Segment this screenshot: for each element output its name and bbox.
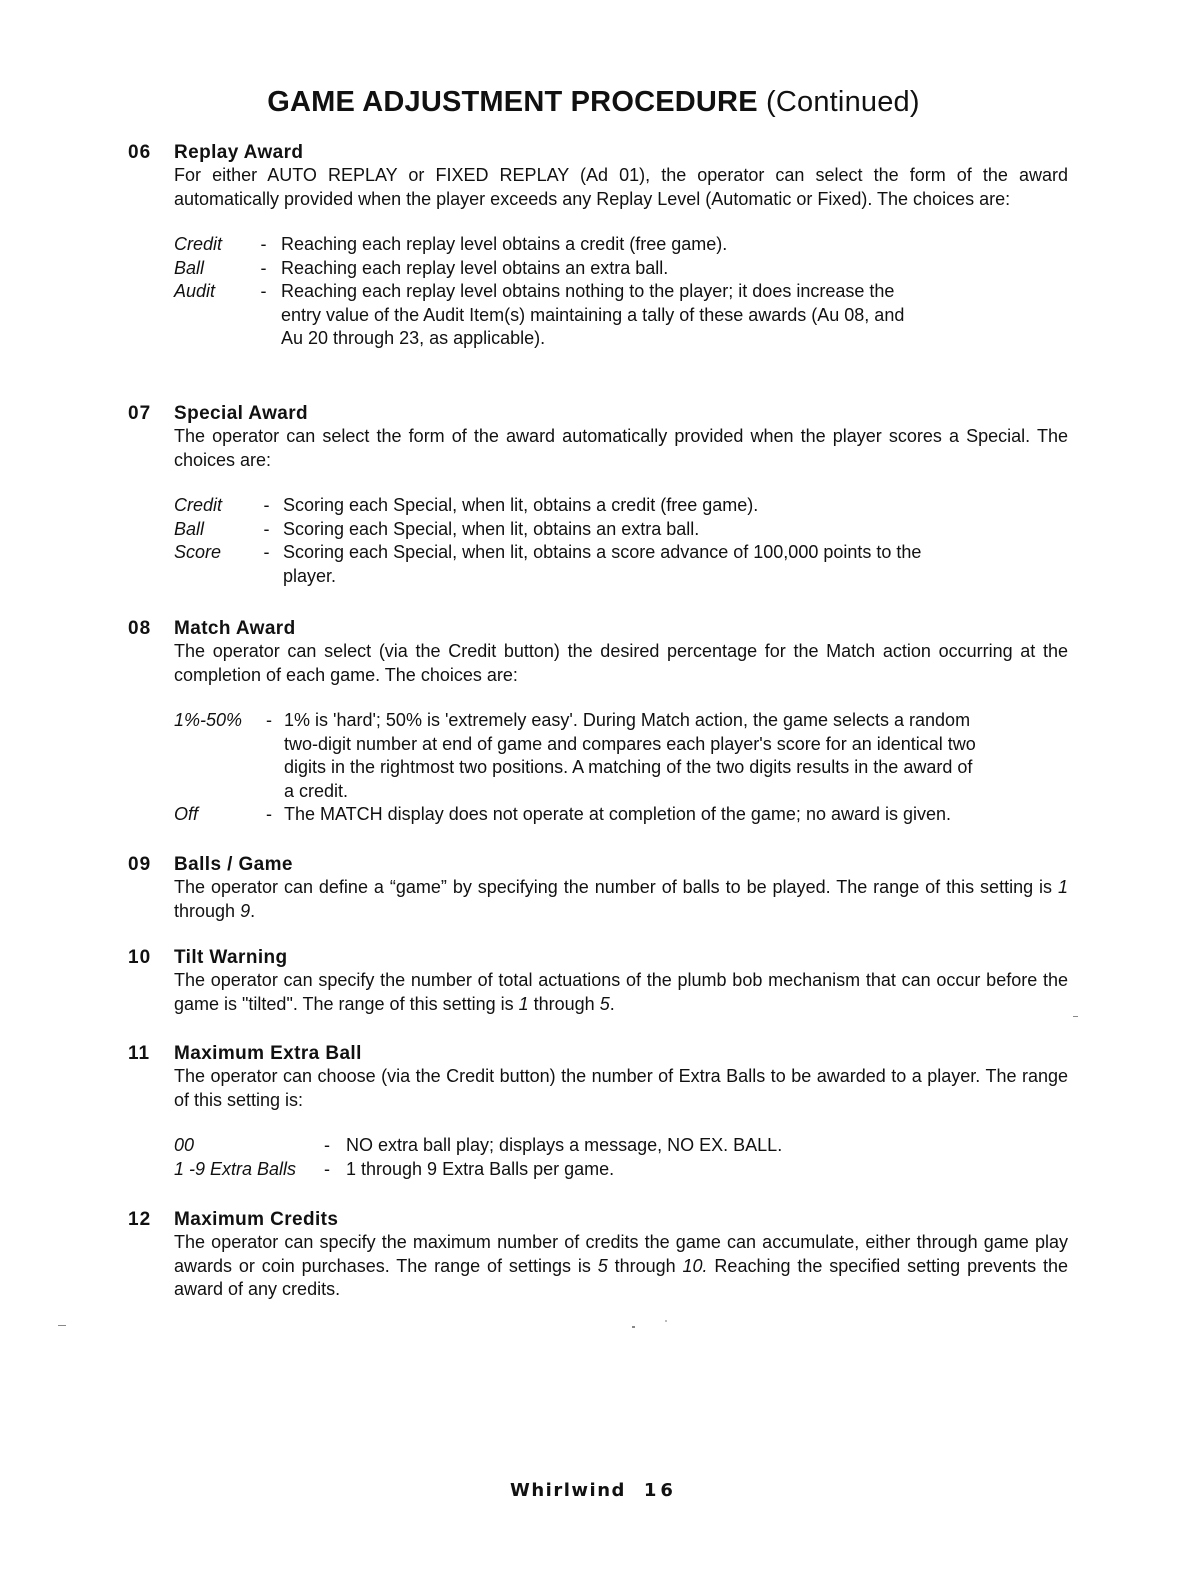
section-heading	[128, 947, 1068, 969]
section-paragraph	[174, 1231, 1068, 1302]
choice-item	[174, 494, 1068, 518]
section-heading	[128, 854, 1068, 876]
setting-min: 5	[597, 1255, 608, 1276]
section-title: Special Award	[174, 403, 309, 424]
section-number: 12	[128, 1209, 152, 1230]
choice-text: Reaching each replay level obtains nothing to the player; it does increase the entry value of the Audit Item(s) maintaining a tally of these awards (Au 08, and Au 20 through 23, as applicable).	[281, 281, 905, 348]
choice-label: Score	[174, 542, 222, 562]
section-heading	[128, 142, 1068, 164]
para-text: Reaching the specified setting prevents the award of any credits.	[174, 1255, 1068, 1299]
section-balls-per-game	[128, 854, 1068, 923]
section-number: 10	[128, 947, 152, 968]
choice-label: Ball	[174, 518, 205, 539]
choice-item	[174, 280, 1068, 351]
choice-item	[174, 709, 1068, 803]
section-tilt-warning	[128, 947, 1068, 1016]
section-paragraph	[174, 876, 1068, 923]
choice-dash: -	[266, 710, 272, 730]
choice-label: 1 -9 Extra Balls	[174, 1158, 297, 1179]
choice-list	[174, 233, 1068, 351]
section-paragraph	[174, 969, 1068, 1016]
para-text: .	[250, 900, 256, 921]
section-paragraph: The operator can select the form of the award automatically provided when the player scores a Special. The choices are:	[174, 426, 1068, 470]
choice-item	[174, 1134, 1068, 1158]
section-match-award	[128, 618, 1068, 827]
choice-text: Reaching each replay level obtains a credit (free game).	[281, 234, 728, 254]
choice-dash: -	[266, 804, 272, 824]
section-number: 06	[128, 142, 152, 163]
choice-item	[174, 257, 1068, 281]
choice-dash: -	[260, 257, 267, 278]
choice-text: Scoring each Special, when lit, obtains a score advance of 100,000 points to the player.	[283, 542, 922, 586]
scan-speck	[1073, 1016, 1078, 1017]
section-title: Replay Award	[174, 142, 304, 163]
choice-text: Scoring each Special, when lit, obtains a credit (free game).	[283, 495, 759, 515]
section-paragraph: The operator can select (via the Credit button) the desired percentage for the Match action occurring at the completion of each game. The choices are:	[174, 641, 1068, 685]
para-text: through	[607, 1255, 683, 1276]
choice-label: Credit	[174, 234, 223, 254]
section-heading	[128, 1209, 1068, 1231]
choice-list	[174, 494, 1068, 588]
choice-list	[174, 1134, 1068, 1181]
choice-item	[174, 1158, 1068, 1182]
para-text: through	[174, 900, 241, 921]
footer-game-name: Whirlwind	[510, 1480, 626, 1501]
scan-speck	[58, 1325, 66, 1326]
choice-text: 1 through 9 Extra Balls per game.	[346, 1158, 615, 1179]
scan-speck	[632, 1326, 635, 1328]
choice-dash: -	[263, 495, 270, 515]
section-heading	[128, 403, 1068, 425]
section-title: Balls / Game	[174, 854, 293, 875]
choice-label: Audit	[174, 281, 216, 301]
choice-text: NO extra ball play; displays a message, NO EX. BALL.	[346, 1135, 783, 1155]
page-title-main: GAME ADJUSTMENT PROCEDURE	[267, 86, 758, 118]
choice-text: 1% is 'hard'; 50% is 'extremely easy'. During Match action, the game selects a random two-digit number at end of game and compares each player's score for an identical two digits in the rightmost two positions. A matching of the two digits results in the award of a credit.	[284, 710, 976, 801]
section-paragraph: The operator can choose (via the Credit button) the number of Extra Balls to be awarded to a player. The range of this setting is:	[174, 1066, 1068, 1110]
section-maximum-credits	[128, 1209, 1068, 1302]
choice-dash: -	[263, 542, 270, 562]
choice-label: 1%-50%	[174, 710, 243, 730]
section-title: Tilt Warning	[174, 947, 288, 968]
choice-label: Ball	[174, 257, 205, 278]
setting-max: 10.	[682, 1255, 708, 1276]
section-number: 09	[128, 854, 152, 875]
para-text: The operator can specify the maximum number of credits the game can accumulate, either through game play awards or coin purchases. The range of settings is	[174, 1232, 1068, 1276]
scan-speck	[665, 1320, 667, 1322]
section-title: Maximum Credits	[174, 1209, 339, 1230]
choice-dash: -	[263, 518, 270, 539]
choice-label: 00	[174, 1135, 195, 1155]
section-title: Match Award	[174, 618, 296, 639]
choice-dash: -	[324, 1135, 330, 1155]
setting-min: 1	[1057, 877, 1068, 897]
choice-list	[174, 709, 1068, 827]
setting-max: 9	[240, 900, 251, 921]
choice-item	[174, 233, 1068, 257]
choice-item	[174, 518, 1068, 542]
section-number: 08	[128, 618, 152, 639]
setting-min: 1	[518, 993, 529, 1014]
choice-item	[174, 803, 1068, 827]
choice-dash: -	[324, 1158, 330, 1179]
section-special-award	[128, 403, 1068, 588]
section-heading	[128, 1043, 1068, 1065]
section-number: 11	[128, 1043, 151, 1064]
page-footer	[0, 1480, 1187, 1501]
section-heading	[128, 618, 1068, 640]
section-title: Maximum Extra Ball	[174, 1043, 362, 1064]
choice-text: The MATCH display does not operate at completion of the game; no award is given.	[284, 804, 952, 824]
page-title	[0, 86, 1187, 119]
section-replay-award	[128, 142, 1068, 351]
para-text: The operator can specify the number of total actuations of the plumb bob mechanism that can occur before the game is "tilted". The range of this setting is	[174, 970, 1068, 1014]
section-maximum-extra-ball	[128, 1043, 1068, 1181]
choice-label: Off	[174, 804, 199, 824]
para-text: .	[609, 993, 615, 1014]
page-number: 16	[643, 1480, 677, 1501]
choice-item	[174, 541, 1068, 588]
choice-dash: -	[260, 281, 267, 301]
choice-text: Reaching each replay level obtains an extra ball.	[281, 257, 669, 278]
para-text: The operator can define a “game” by specifying the number of balls to be played. The range of this setting is	[174, 877, 1058, 897]
setting-max: 5	[599, 993, 610, 1014]
choice-dash: -	[260, 234, 267, 254]
para-text: through	[528, 993, 600, 1014]
section-number: 07	[128, 403, 152, 424]
page-title-continued: (Continued)	[766, 86, 920, 118]
section-paragraph: For either AUTO REPLAY or FIXED REPLAY (Ad 01), the operator can select the form of the award automatically provided when the player exceeds any Replay Level (Automatic or Fixed). The choices are:	[174, 165, 1068, 209]
choice-text: Scoring each Special, when lit, obtains an extra ball.	[283, 518, 700, 539]
choice-label: Credit	[174, 495, 223, 515]
